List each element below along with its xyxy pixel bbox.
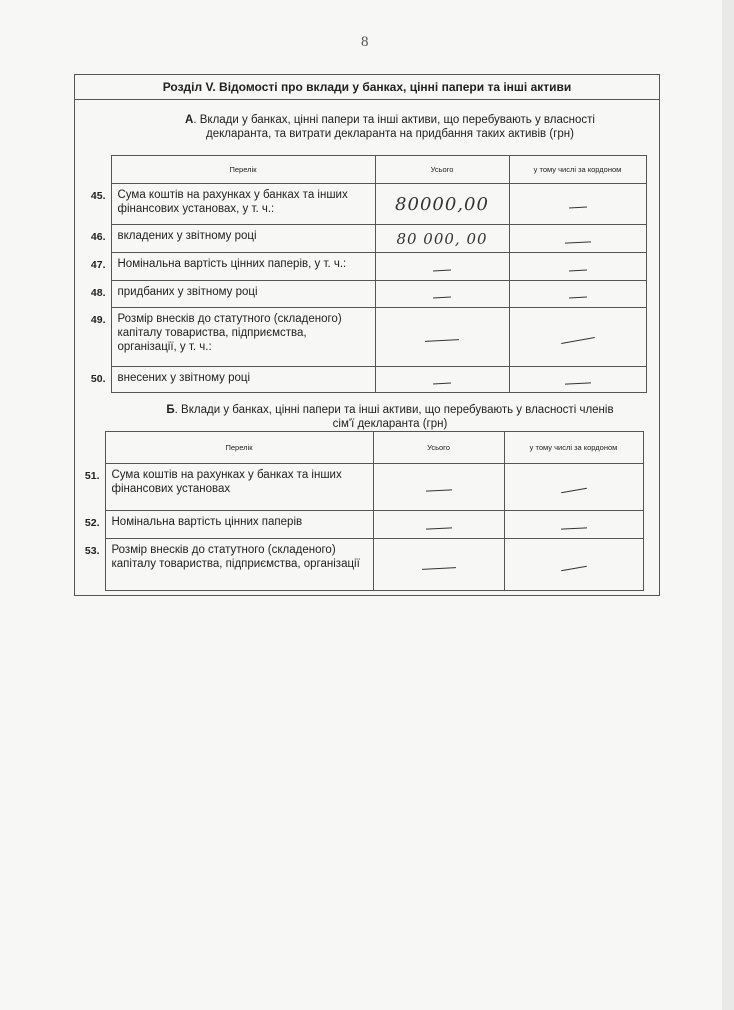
dash-mark [568,269,586,271]
row-abroad-dash [509,253,646,281]
row-label: Розмір внесків до статутного (складеного) капіталу товариства, підприємства, організації, у т. ч.: [111,308,375,367]
row-total-dash [375,281,509,308]
dash-mark [425,527,451,529]
dash-mark [425,489,451,491]
row-total-handwritten [375,184,509,225]
section-title: Розділ V. Відомості про вклади у банках, цінні папери та інші активи [75,75,659,100]
row-abroad-dash [509,184,646,225]
handwritten-value: 80000,00 [395,193,489,215]
page-number: 8 [361,34,369,50]
dash-mark [561,337,595,344]
row-number: 51. [84,469,100,482]
row-label: Розмір внесків до статутного (складеного) капіталу товариства, підприємства, організації [105,539,373,591]
dash-mark [568,207,586,209]
handwritten-value: 80 000, 00 [396,229,488,248]
part-a-table [81,155,647,393]
row-number: 50. [90,372,106,385]
part-b-text: . Вклади у банках, цінні папери та інші активи, що перебувають у власності членів сім'ї декларанта (грн) [174,404,614,430]
table-row [75,539,643,591]
row-number: 48. [90,286,106,299]
row-label: придбаних у звітному році [111,281,375,308]
table-row [75,464,643,511]
row-total-dash [373,539,504,591]
part-a-text: . Вклади у банках, цінні папери та інші активи, що перебувають у власності декларанта, та витрати декларанта на придбання таких активів (грн) [193,114,595,140]
dash-mark [561,488,587,493]
header-total: Усього [375,156,509,184]
table-row [81,281,646,308]
row-number: 53. [84,544,100,557]
row-number: 45. [90,189,106,202]
row-number: 47. [90,258,106,271]
row-abroad-dash [504,539,643,591]
row-abroad-dash [509,281,646,308]
row-label: Номінальна вартість цінних паперів [105,511,373,539]
row-total-dash [375,253,509,281]
row-label: Сума коштів на рахунках у банках та інших фінансових установах, у т. ч.: [111,184,375,225]
part-a-title [165,113,615,141]
part-b-title [165,403,615,431]
row-total-dash [375,308,509,367]
row-total-handwritten [375,225,509,253]
row-number: 46. [90,230,106,243]
dash-mark [564,241,590,243]
section-frame [74,74,660,596]
row-number: 49. [90,313,106,326]
table-row [81,253,646,281]
row-total-dash [373,511,504,539]
row-label: внесених у звітному році [111,367,375,393]
header-list: Перелік [111,156,375,184]
part-a-letter: А [185,114,194,126]
part-b-table [75,431,644,591]
row-abroad-dash [509,225,646,253]
row-label: вкладених у звітному році [111,225,375,253]
row-total-dash [373,464,504,511]
table-row [81,184,646,225]
table-row [81,308,646,367]
row-abroad-dash [504,511,643,539]
header-total: Усього [373,432,504,464]
row-abroad-dash [504,464,643,511]
table-row [81,225,646,253]
dash-mark [561,565,587,570]
row-abroad-dash [509,308,646,367]
header-abroad: у тому числі за кордоном [504,432,643,464]
table-row [81,367,646,393]
row-number: 52. [84,516,100,529]
header-list: Перелік [105,432,373,464]
dash-mark [425,339,459,342]
table-header-row [75,432,643,464]
dash-mark [433,382,451,384]
dash-mark [433,297,451,299]
row-total-dash [375,367,509,393]
dash-mark [568,297,586,299]
dash-mark [564,382,590,384]
row-label: Сума коштів на рахунках у банках та інших фінансових установах [105,464,373,511]
dash-mark [560,527,586,529]
dash-mark [433,269,451,271]
table-header-row [81,156,646,184]
header-abroad: у тому числі за кордоном [509,156,646,184]
part-b-letter: Б [166,404,175,416]
row-abroad-dash [509,367,646,393]
row-label: Номінальна вартість цінних паперів, у т. ч.: [111,253,375,281]
dash-mark [421,567,455,570]
table-row [75,511,643,539]
